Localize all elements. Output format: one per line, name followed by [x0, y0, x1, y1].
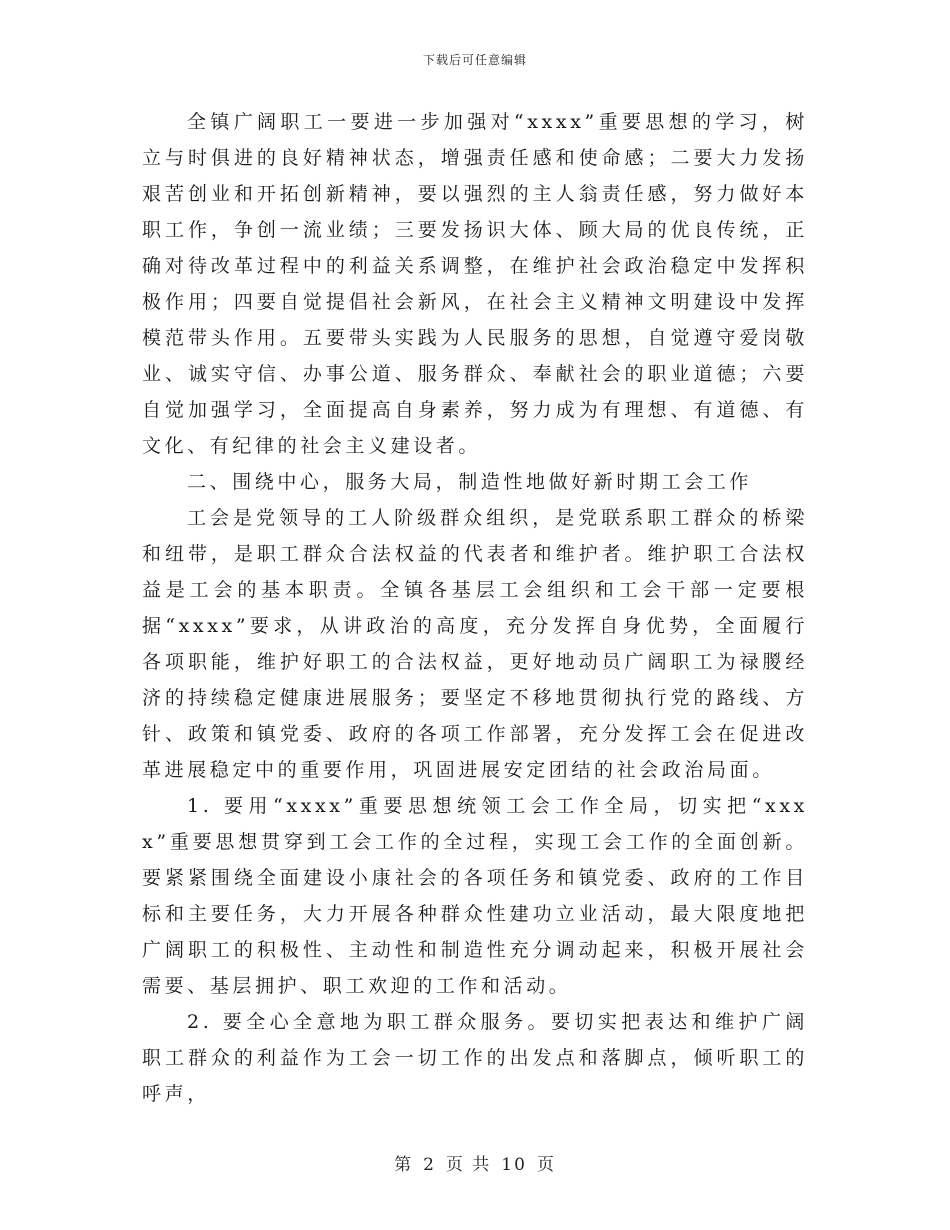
section-heading: 二、围绕中心，服务大局，制造性地做好新时期工会工作: [187, 471, 753, 493]
footer-prefix: 第: [394, 1155, 414, 1175]
page-footer: [0, 1154, 950, 1176]
paragraph-2: 工会是党领导的工人阶级群众组织，是党联系职工群众的桥梁和纽带，是职工群众合法权益的代表者和维护者。维护职工合法权益是工会的基本职责。全镇各基层工会组织和工会干部一定要根据“xxxx”要求，从讲政治的高度，充分发挥自身优势，全面履行各项职能，维护好职工的合法权益，更好地动员广阔职工为禄朡经济的持续稳定健康进展服务；要坚定不移地贯彻执行党的路线、方针、政策和镇党委、政府的各项工作部署，充分发挥工会在促进改革进展稳定中的重要作用，巩固进展安定团结的社会政治局面。: [142, 507, 808, 781]
footer-suffix: 页: [536, 1155, 556, 1175]
paragraph-item-1: 1. 要用“xxxx”重要思想统领工会工作全局，切实把“xxxx”重要思想贯穿到工会工作的全过程，实现工会工作的全面创新。要紧紧围绕全面建设小康社会的各项任务和镇党委、政府的工作目标和主要任务，大力开展各种群众性建功立业活动，最大限度地把广阔职工的积极性、主动性和制造性充分调动起来，积极开展社会需要、基层拥护、职工欢迎的工作和活动。: [142, 795, 808, 997]
footer-page-number: 2: [423, 1155, 436, 1175]
footer-middle: 页 共: [445, 1155, 492, 1175]
footer-total-pages: 10: [501, 1155, 527, 1175]
page-header: [0, 52, 950, 68]
paragraph-1: 全镇广阔职工一要进一步加强对“xxxx”重要思想的学习，树立与时俱进的良好精神状态，增强责任感和使命感；二要大力发扬艰苦创业和开拓创新精神，要以强烈的主人翁责任感，努力做好本职工作，争创一流业绩；三要发扬识大体、顾大局的优良传统，正确对待改革过程中的利益关系调整，在维护社会政治稳定中发挥积极作用；四要自觉提倡社会新风，在社会主义精神文明建设中发挥模范带头作用。五要带头实践为人民服务的思想，自觉遵守爱岗敬业、诚实守信、办事公道、服务群众、奉献社会的职业道德；六要自觉加强学习，全面提高自身素养，努力成为有理想、有道德、有文化、有纪律的社会主义建设者。: [142, 111, 808, 457]
document-body: [142, 104, 808, 1112]
header-text: 下载后可任意编辑: [422, 53, 527, 67]
paragraph-item-2: 2. 要全心全意地为职工群众服务。要切实把表达和维护广阔职工群众的利益作为工会一切工作的出发点和落脚点，倾听职工的呼声，: [142, 1011, 808, 1105]
